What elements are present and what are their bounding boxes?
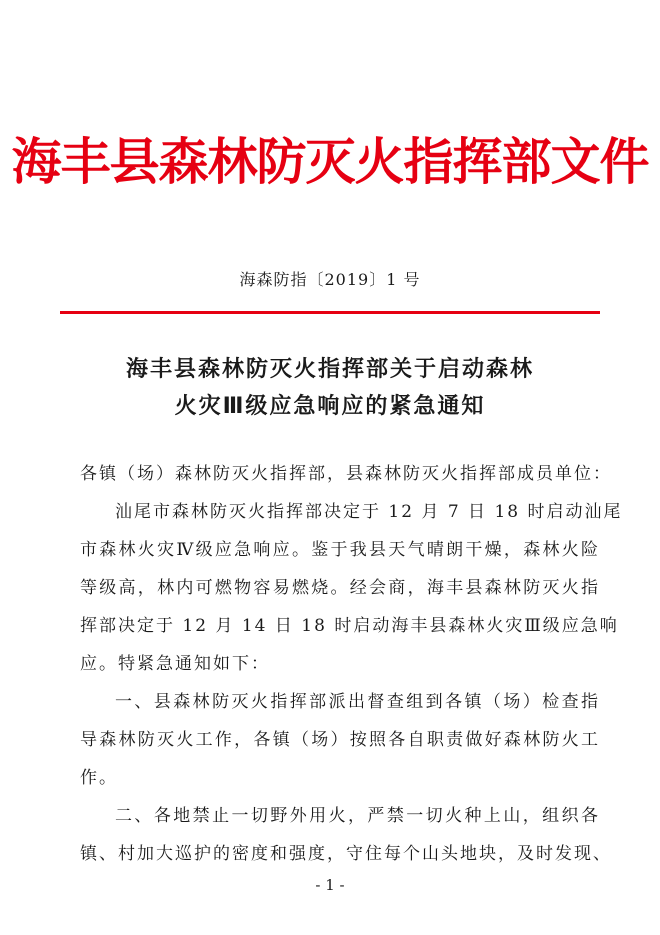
body-line: 应。特紧急通知如下： [80, 654, 270, 674]
body-line: 作。 [80, 768, 118, 788]
body-line: 二、各地禁止一切野外用火，严禁一切火种上山，组织各 [115, 806, 600, 826]
document-header-title: 海丰县森林防灭火指挥部文件 [11, 133, 649, 191]
page-number: - 1 - [315, 876, 345, 894]
header-divider [60, 311, 600, 314]
salutation-line: 各镇（场）森林防灭火指挥部，县森林防灭火指挥部成员单位： [80, 464, 612, 484]
body-line: 镇、村加大巡护的密度和强度，守住每个山头地块，及时发现、 [80, 844, 612, 864]
body-line: 等级高，林内可燃物容易燃烧。经会商，海丰县森林防灭火指 [80, 578, 600, 598]
body-line: 一、县森林防灭火指挥部派出督查组到各镇（场）检查指 [115, 692, 600, 712]
notice-title-line-2: 火灾Ⅲ级应急响应的紧急通知 [174, 394, 486, 419]
document-number: 海森防指〔2019〕1 号 [239, 270, 421, 289]
notice-title-line-1: 海丰县森林防灭火指挥部关于启动森林 [125, 357, 534, 382]
body-line: 导森林防灭火工作，各镇（场）按照各自职责做好森林防火工 [80, 730, 600, 750]
body-line: 市森林火灾Ⅳ级应急响应。鉴于我县天气晴朗干燥，森林火险 [80, 540, 600, 560]
body-line: 汕尾市森林防灭火指挥部决定于 12 月 7 日 18 时启动汕尾 [115, 502, 623, 522]
body-line: 挥部决定于 12 月 14 日 18 时启动海丰县森林火灾Ⅲ级应急响 [80, 616, 619, 636]
